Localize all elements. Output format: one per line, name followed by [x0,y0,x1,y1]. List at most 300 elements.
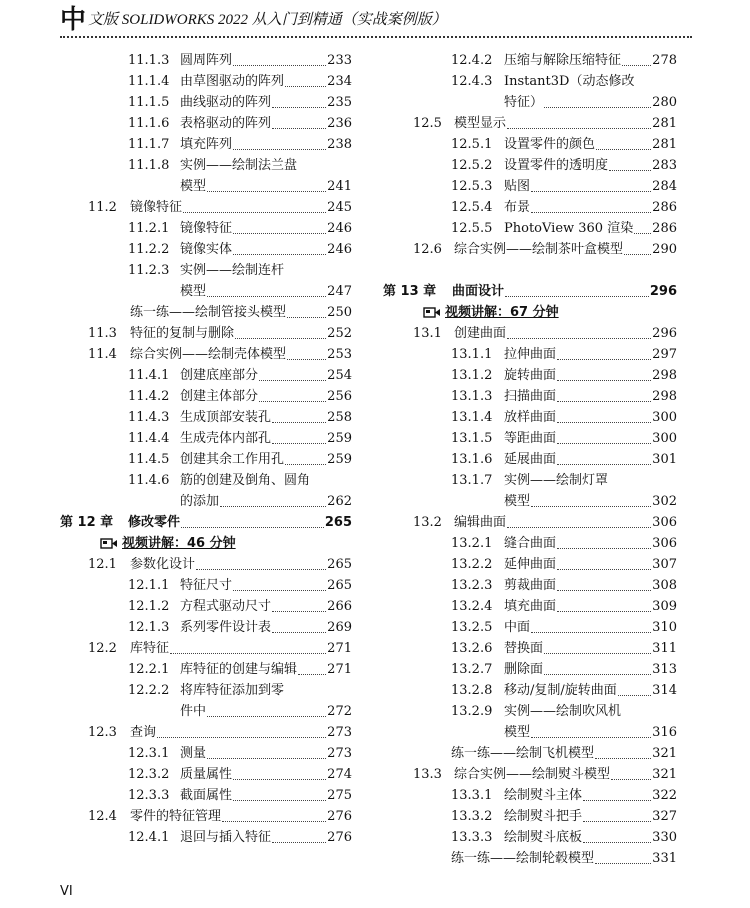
dot-leader [618,680,651,696]
toc-section-row[interactable] [60,323,352,344]
toc-page-number: 266 [327,599,352,614]
toc-entry-title: 曲面设计 [452,284,505,299]
toc-entry-title: 修改零件 [128,515,181,530]
dot-leader [272,596,326,612]
toc-page-number: 233 [327,53,352,68]
toc-entry-title: 镜像实体 [180,242,233,257]
toc-entry-number: 12.5.5 [451,221,493,236]
toc-entry-number: 12.1.3 [128,620,170,635]
toc-subsection-row[interactable] [60,470,352,491]
toc-entry-number: 11.4.3 [128,410,170,425]
toc-entry-number: 11.1.3 [128,53,170,68]
toc-entry-number: 11.4.4 [128,431,170,446]
toc-entry-title: 表格驱动的阵列 [180,116,272,131]
toc-subsection-row[interactable] [383,386,677,407]
toc-page-number: 254 [327,368,352,383]
dot-leader [183,197,326,213]
toc-entry-number: 11.4.1 [128,368,170,383]
toc-page-number: 265 [324,515,352,530]
toc-subsection-row[interactable] [60,71,352,92]
toc-entry-title: 等距曲面 [504,431,557,446]
toc-practice-row[interactable] [383,848,677,869]
toc-page-number: 280 [652,95,677,110]
toc-subsection-row[interactable] [383,533,677,554]
toc-entry-title: 库特征的创建与编辑 [180,662,298,677]
toc-entry-title: 创建曲面 [454,326,507,341]
toc-entry-number: 13.2.5 [451,620,493,635]
toc-page-number: 269 [327,620,352,635]
toc-page-number: 234 [327,74,352,89]
toc-page-number: 296 [652,326,677,341]
toc-subsection-row[interactable] [60,239,352,260]
toc-page-number: 322 [652,788,677,803]
dot-leader [233,134,326,150]
toc-section-row[interactable] [60,197,352,218]
dot-leader [531,491,651,507]
toc-entry-title: 模型 [504,725,531,740]
toc-entry-title: 练一练——绘制管接头模型 [130,305,287,320]
toc-subsection-row[interactable] [383,176,677,197]
video-lecture-note [60,533,352,554]
toc-page-number: 247 [327,284,352,299]
toc-entry-title: 扫描曲面 [504,389,557,404]
toc-entry-number: 13.3.3 [451,830,493,845]
toc-entry-number: 13.3 [413,767,442,782]
toc-subsection-row[interactable] [383,449,677,470]
toc-page-number: 296 [649,284,677,299]
toc-entry-title: 延展曲面 [504,452,557,467]
toc-entry-title: 筋的创建及倒角、圆角 [180,473,311,488]
toc-entry-title: 镜像特征 [130,200,183,215]
toc-page-number: 302 [652,494,677,509]
dot-leader [583,806,651,822]
toc-entry-number: 12.2 [88,641,117,656]
dot-leader [531,176,651,192]
toc-entry-title: 练一练——绘制飞机模型 [451,746,595,761]
dot-leader [207,701,326,717]
toc-entry-title: 测量 [180,746,207,761]
toc-entry-title: Instant3D（动态修改 [504,74,635,89]
toc-page-number: 313 [652,662,677,677]
toc-page-number: 275 [327,788,352,803]
toc-chapter-row[interactable] [383,281,677,302]
toc-subsection-row[interactable] [383,50,677,71]
toc-page-number: 281 [652,116,677,131]
toc-entry-number: 13.2.8 [451,683,493,698]
toc-continuation-row[interactable] [383,92,677,113]
toc-entry-number: 11.2 [88,200,117,215]
toc-page-number: 307 [652,557,677,572]
dot-leader [507,113,651,129]
toc-page-number: 281 [652,137,677,152]
toc-entry-title: 模型 [180,179,207,194]
toc-page-number: 321 [652,746,677,761]
toc-entry-number: 13.2.1 [451,536,493,551]
toc-entry-number: 11.1.7 [128,137,170,152]
toc-continuation-row[interactable] [383,722,677,743]
toc-subsection-row[interactable] [383,428,677,449]
toc-continuation-row[interactable] [383,491,677,512]
toc-subsection-row[interactable] [383,554,677,575]
toc-entry-title: 设置零件的颜色 [504,137,596,152]
dot-leader [287,344,326,360]
toc-subsection-row[interactable] [383,638,677,659]
toc-entry-title: 曲线驱动的阵列 [180,95,272,110]
toc-subsection-row[interactable] [383,71,677,92]
toc-entry-number: 12.5.2 [451,158,493,173]
toc-entry-number: 13.1.3 [451,389,493,404]
toc-section-row[interactable] [60,554,352,575]
toc-entry-number: 11.2.1 [128,221,170,236]
toc-section-row[interactable] [60,722,352,743]
toc-subsection-row[interactable] [383,218,677,239]
toc-entry-number: 11.1.8 [128,158,170,173]
toc-subsection-row[interactable] [383,596,677,617]
toc-subsection-row[interactable] [60,449,352,470]
toc-entry-number: 13.2.6 [451,641,493,656]
toc-subsection-row[interactable] [383,827,677,848]
header-divider [60,36,692,38]
toc-page-number: 250 [327,305,352,320]
dot-leader [557,575,651,591]
toc-section-row[interactable] [383,113,677,134]
dot-leader [233,50,326,66]
toc-entry-number: 12.5.1 [451,137,493,152]
toc-practice-row[interactable] [60,302,352,323]
dot-leader [207,176,326,192]
toc-entry-title: 库特征 [130,641,170,656]
toc-entry-number: 12.5.4 [451,200,493,215]
toc-entry-number: 11.1.6 [128,116,170,131]
toc-entry-title: 参数化设计 [130,557,196,572]
toc-page-number: 252 [327,326,352,341]
toc-page-number: 308 [652,578,677,593]
toc-page-number: 330 [652,830,677,845]
toc-entry-number: 13.2.2 [451,557,493,572]
toc-continuation-row[interactable] [60,281,352,302]
toc-entry-title: 替换面 [504,641,544,656]
toc-subsection-row[interactable] [60,659,352,680]
toc-page-number: 253 [327,347,352,362]
dot-leader [233,575,326,591]
toc-subsection-row[interactable] [60,575,352,596]
toc-subsection-row[interactable] [60,134,352,155]
toc-section-row[interactable] [60,638,352,659]
toc-subsection-row[interactable] [60,113,352,134]
toc-entry-number: 13.1.4 [451,410,493,425]
dot-leader [233,239,326,255]
toc-entry-title: 练一练——绘制轮毂模型 [451,851,595,866]
toc-entry-number: 11.4.2 [128,389,170,404]
toc-entry-title: 缝合曲面 [504,536,557,551]
video-duration-label: 视频讲解：46 分钟 [122,536,236,551]
dot-leader [505,281,649,297]
toc-entry-number: 12.4 [88,809,117,824]
toc-practice-row[interactable] [383,743,677,764]
toc-subsection-row[interactable] [383,575,677,596]
toc-entry-title: 模型 [180,284,207,299]
toc-entry-number: 13.2 [413,515,442,530]
toc-subsection-row[interactable] [383,680,677,701]
toc-continuation-row[interactable] [60,491,352,512]
video-camera-icon [423,306,441,319]
toc-page-number: 276 [327,830,352,845]
toc-entry-title: 件中 [180,704,207,719]
toc-subsection-row[interactable] [383,197,677,218]
toc-subsection-row[interactable] [60,155,352,176]
toc-entry-number: 13.1.7 [451,473,493,488]
toc-entry-title: 将库特征添加到零 [180,683,285,698]
toc-section-row[interactable] [60,344,352,365]
toc-entry-title: 特征的复制与删除 [130,326,235,341]
toc-page-number: 286 [652,221,677,236]
toc-subsection-row[interactable] [383,806,677,827]
toc-page-number: 259 [327,431,352,446]
dot-leader [544,659,651,675]
toc-entry-number: 11.4.6 [128,473,170,488]
dot-leader [531,197,651,213]
dot-leader [157,722,326,738]
toc-section-row[interactable] [383,239,677,260]
video-camera-icon [100,537,118,550]
dot-leader [557,449,651,465]
toc-entry-title: 创建底座部分 [180,368,259,383]
dot-leader [233,764,326,780]
toc-subsection-row[interactable] [60,386,352,407]
toc-entry-title: 实例——绘制法兰盘 [180,158,298,173]
toc-subsection-row[interactable] [60,785,352,806]
header-zh-char: 中 [60,5,87,34]
dot-leader [634,218,651,234]
dot-leader [222,806,326,822]
toc-page-number: 273 [327,746,352,761]
dot-leader [233,218,326,234]
toc-entry-title: PhotoView 360 渲染 [504,221,634,236]
toc-entry-number: 12.4.1 [128,830,170,845]
toc-entry-title: 模型显示 [454,116,507,131]
toc-page-number: 256 [327,389,352,404]
dot-leader [233,785,326,801]
toc-entry-title: 零件的特征管理 [130,809,222,824]
dot-leader [557,386,651,402]
toc-subsection-row[interactable] [60,50,352,71]
toc-page-number: 331 [652,851,677,866]
toc-entry-number: 13.2.4 [451,599,493,614]
toc-page-number: 284 [652,179,677,194]
toc-subsection-row[interactable] [383,365,677,386]
toc-entry-number: 12.3.2 [128,767,170,782]
toc-entry-title: 模型 [504,494,531,509]
toc-entry-number: 12.5.3 [451,179,493,194]
toc-entry-title: 查询 [130,725,157,740]
toc-entry-title: 放样曲面 [504,410,557,425]
dot-leader [207,281,326,297]
dot-leader [207,743,326,759]
toc-entry-title: 绘制熨斗主体 [504,788,583,803]
toc-page-number: 283 [652,158,677,173]
dot-leader [285,71,326,87]
toc-page-number: 238 [327,137,352,152]
toc-left-column [60,50,352,848]
toc-subsection-row[interactable] [383,134,677,155]
toc-entry-number: 12.6 [413,242,442,257]
toc-entry-title: 编辑曲面 [454,515,507,530]
toc-entry-number: 11.4.5 [128,452,170,467]
dot-leader [272,617,326,633]
dot-leader [285,449,326,465]
header-title: 文版 SOLIDWORKS 2022 从入门到精通（实战案例版） [88,12,447,28]
toc-entry-number: 13.1.1 [451,347,493,362]
toc-entry-title: 拉伸曲面 [504,347,557,362]
toc-section-row[interactable] [383,512,677,533]
dot-leader [624,239,651,255]
toc-entry-title: 移动/复制/旋转曲面 [504,683,617,698]
dot-leader [557,428,651,444]
page-number: VI [60,884,73,899]
toc-page-number: 310 [652,620,677,635]
toc-entry-title: 设置零件的透明度 [504,158,609,173]
toc-subsection-row[interactable] [60,260,352,281]
dot-leader [170,638,326,654]
dot-leader [622,50,651,66]
toc-page-number: 290 [652,242,677,257]
toc-page-number: 271 [327,641,352,656]
dot-leader [611,764,651,780]
toc-entry-title: 综合实例——绘制熨斗模型 [454,767,611,782]
toc-page-number: 298 [652,389,677,404]
toc-entry-title: 旋转曲面 [504,368,557,383]
toc-page-number: 265 [327,578,352,593]
dot-leader [596,134,651,150]
dot-leader [557,365,651,381]
toc-chapter-row[interactable] [60,512,352,533]
toc-entry-number: 第 13 章 [383,284,437,299]
toc-subsection-row[interactable] [383,701,677,722]
toc-page-number: 327 [652,809,677,824]
toc-page-number: 258 [327,410,352,425]
toc-subsection-row[interactable] [383,617,677,638]
dot-leader [557,533,651,549]
toc-subsection-row[interactable] [60,428,352,449]
toc-entry-title: 填充曲面 [504,599,557,614]
toc-page-number: 274 [327,767,352,782]
toc-continuation-row[interactable] [60,701,352,722]
toc-entry-number: 11.2.2 [128,242,170,257]
toc-entry-number: 12.4.3 [451,74,493,89]
toc-page-number: 321 [652,767,677,782]
dot-leader [583,827,651,843]
dot-leader [259,365,326,381]
video-duration-label: 视频讲解：67 分钟 [445,305,559,320]
toc-page-number: 300 [652,410,677,425]
toc-entry-title: 剪裁曲面 [504,578,557,593]
toc-entry-title: 布景 [504,200,531,215]
toc-subsection-row[interactable] [60,365,352,386]
toc-subsection-row[interactable] [383,659,677,680]
toc-subsection-row[interactable] [60,680,352,701]
toc-entry-number: 13.1.5 [451,431,493,446]
toc-entry-title: 实例——绘制吹风机 [504,704,622,719]
toc-entry-title: 截面属性 [180,788,233,803]
toc-entry-title: 综合实例——绘制壳体模型 [130,347,287,362]
toc-subsection-row[interactable] [383,470,677,491]
toc-entry-number: 11.2.3 [128,263,170,278]
toc-entry-title: 由草图驱动的阵列 [180,74,285,89]
toc-page-number: 316 [652,725,677,740]
dot-leader [595,848,651,864]
toc-entry-title: 贴图 [504,179,531,194]
toc-entry-number: 11.3 [88,326,117,341]
toc-subsection-row[interactable] [383,155,677,176]
toc-subsection-row[interactable] [60,743,352,764]
toc-entry-title: 退回与插入特征 [180,830,272,845]
toc-entry-number: 13.2.3 [451,578,493,593]
toc-entry-number: 12.1.2 [128,599,170,614]
toc-entry-title: 删除面 [504,662,544,677]
toc-entry-number: 13.1.6 [451,452,493,467]
toc-entry-title: 创建主体部分 [180,389,259,404]
toc-entry-title: 圆周阵列 [180,53,233,68]
toc-subsection-row[interactable] [60,827,352,848]
toc-entry-title: 创建其余工作用孔 [180,452,285,467]
toc-subsection-row[interactable] [60,596,352,617]
toc-subsection-row[interactable] [383,407,677,428]
toc-entry-title: 的添加 [180,494,220,509]
toc-entry-title: 中面 [504,620,531,635]
toc-entry-number: 12.5 [413,116,442,131]
toc-subsection-row[interactable] [383,785,677,806]
toc-subsection-row[interactable] [60,764,352,785]
dot-leader [272,428,326,444]
toc-subsection-row[interactable] [60,92,352,113]
dot-leader [298,659,326,675]
toc-page-number: 314 [652,683,677,698]
dot-leader [595,743,651,759]
dot-leader [272,407,326,423]
toc-page-number: 262 [327,494,352,509]
toc-entry-number: 13.2.7 [451,662,493,677]
toc-subsection-row[interactable] [60,617,352,638]
dot-leader [544,92,651,108]
toc-entry-number: 12.2.1 [128,662,170,677]
toc-continuation-row[interactable] [60,176,352,197]
toc-page-number: 246 [327,221,352,236]
dot-leader [272,113,326,129]
toc-entry-number: 13.2.9 [451,704,493,719]
video-lecture-note [383,302,677,323]
dot-leader [531,617,651,633]
toc-entry-number: 13.3.2 [451,809,493,824]
toc-subsection-row[interactable] [383,344,677,365]
toc-subsection-row[interactable] [60,407,352,428]
toc-entry-title: 绘制熨斗底板 [504,830,583,845]
toc-subsection-row[interactable] [60,218,352,239]
toc-page-number: 300 [652,431,677,446]
toc-entry-title: 特征） [504,95,544,110]
toc-section-row[interactable] [383,764,677,785]
toc-section-row[interactable] [383,323,677,344]
toc-entry-title: 系列零件设计表 [180,620,272,635]
toc-page-number: 259 [327,452,352,467]
toc-page-number: 298 [652,368,677,383]
toc-page-number: 246 [327,242,352,257]
toc-entry-title: 生成顶部安装孔 [180,410,272,425]
toc-entry-number: 12.1.1 [128,578,170,593]
toc-entry-number: 13.3.1 [451,788,493,803]
toc-section-row[interactable] [60,806,352,827]
toc-entry-number: 11.1.4 [128,74,170,89]
spacer [383,260,677,281]
